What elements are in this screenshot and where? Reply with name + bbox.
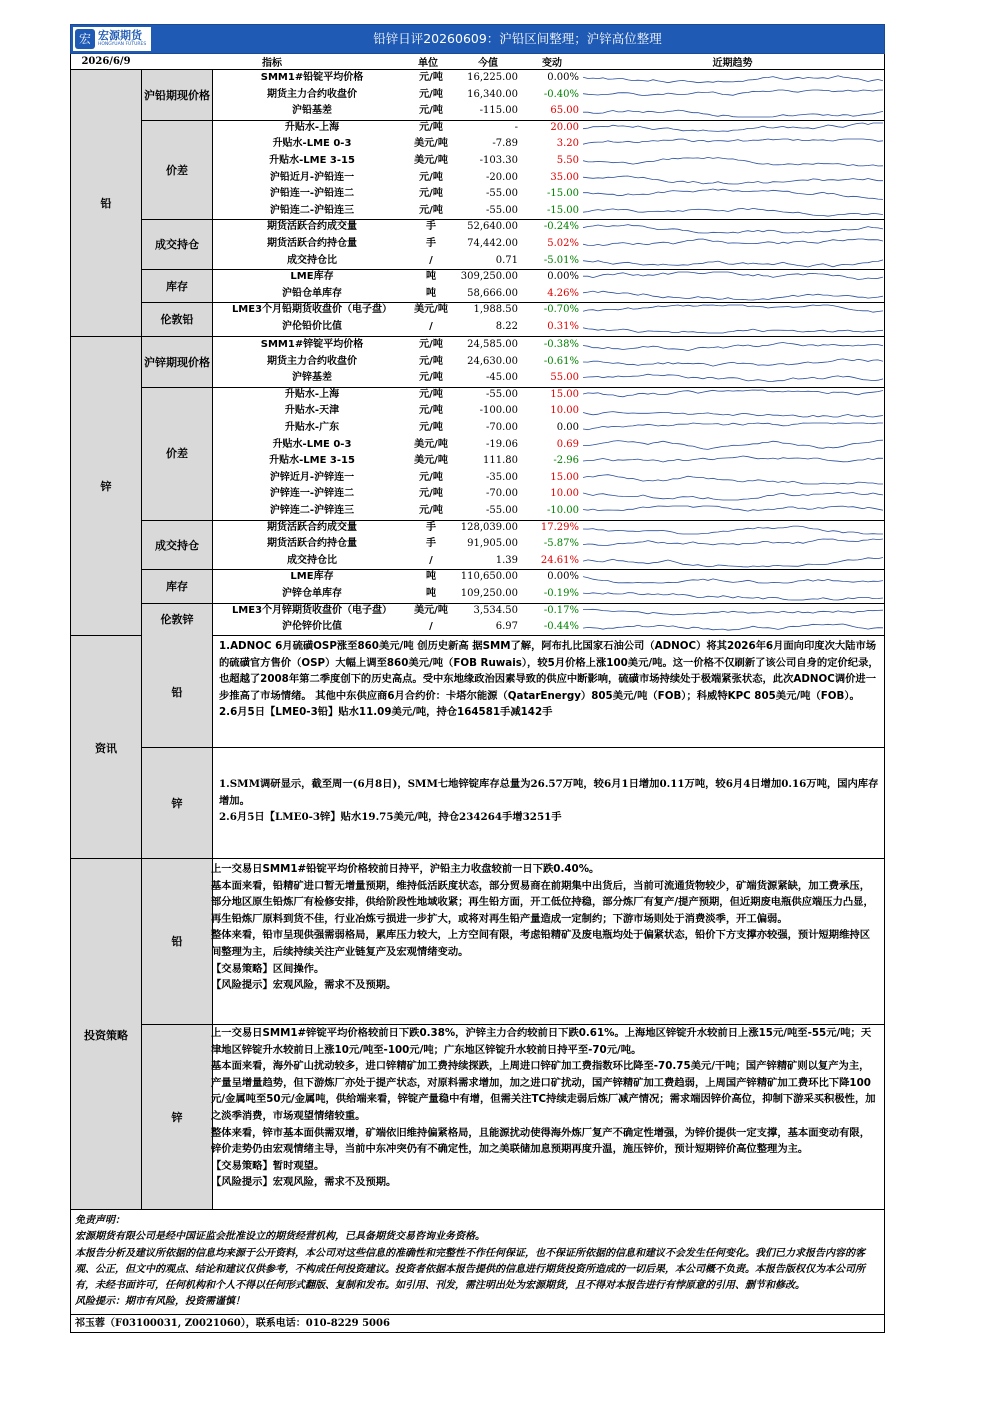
- indicator-name: 沪铅基差: [292, 105, 332, 117]
- trend-line: [583, 526, 883, 534]
- indicator-name: LME3个月铅期货收盘价（电子盘）: [231, 304, 393, 316]
- current-value: -55.00: [485, 204, 518, 216]
- trend-line: [583, 291, 883, 300]
- indicator-name: 成交持仓比: [287, 554, 337, 566]
- change-value: 0.31%: [547, 321, 579, 332]
- lead-table-row: [71, 302, 885, 319]
- indicator-name: 期货活跃合约持仓量: [267, 538, 357, 550]
- change-value: 0.00%: [547, 271, 579, 283]
- unit: 元/吨: [419, 388, 443, 400]
- trend-line: [583, 110, 883, 117]
- change-value: 15.00: [550, 388, 579, 400]
- trend-sparkline: [583, 71, 883, 86]
- lead-table-row: [71, 186, 885, 203]
- change-value: 17.29%: [540, 521, 579, 533]
- unit: 元/吨: [419, 405, 443, 417]
- indicator-name: SMM1#锌锭平均价格: [260, 339, 364, 350]
- change-value: -2.96: [553, 455, 579, 467]
- unit: 元/吨: [419, 204, 443, 216]
- news-label: 资讯: [95, 742, 117, 755]
- unit: 美元/吨: [414, 604, 448, 616]
- zinc-metal-label: 锌: [100, 480, 112, 493]
- logo-english-name: HONGYUAN FUTURES: [98, 42, 147, 47]
- lead-table-row: [71, 236, 885, 253]
- unit: 元/吨: [419, 355, 443, 367]
- zinc-group-label: 成交持仓: [155, 538, 199, 552]
- indicator-name: 升贴水-LME 0-3: [272, 138, 352, 150]
- col-unit: 单位: [418, 58, 438, 69]
- lead-table-row: [71, 319, 885, 336]
- lead-table-row: [71, 203, 885, 220]
- lead-table-row: [71, 70, 885, 87]
- trend-line: [583, 328, 883, 333]
- unit: 手: [426, 238, 436, 249]
- indicator-name: 沪铅连一-沪铅连二: [269, 188, 355, 200]
- trend-line: [583, 157, 883, 166]
- current-value: 58,666.00: [467, 287, 518, 299]
- unit: 美元/吨: [414, 304, 448, 316]
- lead-metal-label: 铅: [100, 197, 112, 210]
- lead-table-row: [71, 253, 885, 270]
- zinc-table-row: [71, 470, 885, 487]
- zinc-table-row: [71, 486, 885, 503]
- change-value: -0.19%: [543, 588, 579, 599]
- current-value: 16,340.00: [467, 88, 518, 100]
- trend-line: [583, 259, 883, 266]
- trend-sparkline: [583, 570, 883, 585]
- unit: 元/吨: [419, 88, 443, 100]
- strategy-zinc-paragraph: 上一交易日SMM1#锌锭平均价格较前日下跌0.38%，沪锌主力合约较前日下跌0.61%。上海地区锌锭升水较前日上涨15元/吨至-55元/吨；天津地区锌锭升水较前日上涨10元/吨至-100元/吨；广东地区锌锭升水较前日持平至-70元/吨。: [211, 1027, 872, 1056]
- zinc-table-row: [71, 354, 885, 371]
- trend-line: [583, 176, 883, 184]
- trend-sparkline: [583, 204, 883, 219]
- current-value: -100.00: [479, 405, 518, 417]
- indicator-name: 沪铅近月-沪铅连一: [269, 171, 355, 183]
- trend-sparkline: [583, 254, 883, 269]
- current-value: 128,039.00: [460, 521, 518, 533]
- lead-table-row: [71, 103, 885, 120]
- current-value: -45.00: [485, 372, 518, 384]
- unit: 吨: [426, 588, 436, 599]
- trend-sparkline: [583, 220, 883, 235]
- strategy-zinc-paragraph: 【风险提示】宏观风险，需求不及预期。: [211, 1176, 397, 1189]
- news-lead-item-1: 1.ADNOC 6月硫磺OSP涨至860美元/吨 创历史新高 据SMM了解，阿布扎比国家石油公司（ADNOC）将其2026年6月面向印度次大陆市场的硫磺官方售价（OSP）大幅上调至860美元/吨（FOB Ruwais），较5月价格上涨100美元/吨。这一价格不仅刷新了该公司自身的定价纪录，也超越了2008年第二季度创下的历史高点。受中东地缘政治因素导致的供应中断影响，硫磺市场持续处于极端紧张状态，此次ADNOC调价进一步推高了市场情绪。 其他中东供应商6月合约价：卡塔尔能源（QatarEnergy）805美元/吨（FOB）；科威特KPC 805美元/吨（FOB）。: [219, 640, 879, 702]
- strategy-zinc-text: [211, 1025, 877, 1191]
- indicator-name: 升贴水-广东: [284, 422, 340, 433]
- indicator-name: 沪锌近月-沪锌连一: [269, 471, 355, 483]
- trend-line: [583, 624, 883, 630]
- current-value: 0.71: [495, 254, 518, 266]
- current-value: -20.00: [485, 171, 518, 183]
- trend-line: [583, 305, 883, 312]
- trend-line: [583, 557, 883, 567]
- unit: /: [429, 321, 433, 332]
- trend-sparkline: [583, 355, 883, 370]
- current-value: -70.00: [485, 488, 518, 500]
- trend-line: [583, 506, 883, 511]
- indicator-name: 沪铅仓单库存: [282, 287, 342, 299]
- change-value: 5.50: [556, 155, 579, 166]
- trend-line: [583, 609, 883, 615]
- trend-line: [583, 189, 883, 199]
- zinc-table-row: [71, 536, 885, 553]
- change-value: 0.00%: [547, 72, 579, 83]
- disclaimer: [70, 1210, 885, 1315]
- trend-line: [583, 272, 883, 280]
- indicator-name: 升贴水-LME 3-15: [269, 155, 355, 166]
- current-value: 1,988.50: [473, 304, 518, 316]
- indicator-name: 期货活跃合约持仓量: [267, 238, 357, 249]
- current-value: 110,650.00: [460, 571, 518, 583]
- zinc-table-row: [71, 387, 885, 404]
- lead-group-label: 价差: [166, 163, 188, 177]
- trend-line: [583, 239, 883, 246]
- trend-sparkline: [583, 154, 883, 169]
- change-value: 10.00: [550, 405, 579, 417]
- col-value: 今值: [478, 58, 498, 69]
- lead-table-row: [71, 136, 885, 153]
- indicator-name: 沪锌连一-沪锌连二: [269, 488, 355, 500]
- change-value: -15.00: [546, 204, 579, 216]
- zinc-group-label: 库存: [166, 580, 188, 593]
- zinc-table-row: [71, 603, 885, 620]
- trend-sparkline: [583, 537, 883, 552]
- change-value: 4.26%: [547, 287, 579, 299]
- indicator-name: 期货活跃合约成交量: [267, 221, 357, 233]
- unit: /: [429, 554, 433, 566]
- change-value: 5.02%: [547, 238, 579, 249]
- logo-mark-icon: 宏: [75, 29, 95, 49]
- indicator-name: 期货活跃合约成交量: [267, 521, 357, 533]
- change-value: 20.00: [550, 121, 579, 133]
- indicator-name: 升贴水-天津: [284, 405, 340, 417]
- change-value: -10.00: [546, 505, 579, 516]
- current-value: -55.00: [485, 188, 518, 200]
- zinc-table-row: [71, 337, 885, 354]
- current-value: -35.00: [485, 471, 518, 483]
- indicator-name: 升贴水-LME 3-15: [269, 455, 355, 467]
- trend-line: [583, 123, 883, 131]
- strategy-lead-paragraph: 基本面来看，铅精矿进口暂无增量预期，维持低活跃度状态，部分贸易商在前期集中出货后，当前可流通货物较少，矿端货源紧缺，加工费承压，部分地区原生铅炼厂有检修安排，供给阶段性地域收紧；再生铅方面，开工低位持稳，部分炼厂有复产/提产预期，但近期废电瓶供应端压力凸显，再生铅炼厂原料到货不佳，行业冶炼亏损进一步扩大，或将对再生铅产量造成一定制约；下游市场则处于消费淡季，开工偏弱。: [211, 879, 874, 925]
- unit: 美元/吨: [414, 155, 448, 166]
- trend-sparkline: [583, 404, 883, 419]
- unit: 元/吨: [419, 422, 443, 433]
- zinc-section: [70, 337, 885, 636]
- current-value: 109,250.00: [460, 588, 518, 599]
- report-title: 铅锌日评20260609：沪铅区间整理；沪锌高位整理: [373, 31, 662, 46]
- unit: 元/吨: [419, 121, 443, 133]
- unit: 美元/吨: [414, 138, 448, 150]
- current-value: -103.30: [479, 155, 518, 166]
- change-value: -5.01%: [543, 254, 579, 266]
- lead-section: [70, 70, 885, 337]
- zinc-group-label: 价差: [166, 447, 188, 461]
- current-value: -: [514, 121, 518, 133]
- lead-table-row: [71, 219, 885, 236]
- trend-sparkline: [583, 237, 883, 252]
- strategy-lead-label: 铅: [171, 935, 183, 948]
- indicator-name: 升贴水-上海: [284, 388, 340, 400]
- change-value: -0.70%: [543, 304, 579, 316]
- unit: 元/吨: [419, 72, 443, 83]
- lead-table-row: [71, 286, 885, 303]
- strategy-zinc-label: 锌: [171, 1111, 183, 1124]
- trend-line: [583, 139, 883, 144]
- indicator-name: 沪伦锌价比值: [282, 621, 342, 633]
- indicator-name: 期货主力合约收盘价: [267, 88, 357, 100]
- disclaimer-title: 免责声明：: [75, 1215, 125, 1226]
- indicator-name: 期货主力合约收盘价: [267, 355, 357, 367]
- current-value: 52,640.00: [467, 221, 518, 233]
- change-value: 0.00: [556, 422, 579, 433]
- trend-line: [583, 225, 883, 233]
- change-value: 3.20: [556, 138, 579, 150]
- current-value: 74,442.00: [467, 238, 518, 249]
- company-logo: [73, 27, 151, 51]
- unit: 元/吨: [419, 488, 443, 500]
- disclaimer-line-3: 风险提示：期市有风险，投资需谨慎！: [75, 1296, 245, 1308]
- indicator-name: LME库存: [290, 271, 334, 283]
- trend-line: [583, 577, 883, 583]
- current-value: -19.06: [485, 438, 518, 450]
- trend-sparkline: [583, 287, 883, 302]
- lead-table-row: [71, 269, 885, 286]
- trend-sparkline: [583, 504, 883, 519]
- indicator-name: 沪锌基差: [292, 372, 332, 384]
- trend-line: [583, 374, 883, 381]
- unit: 吨: [426, 271, 436, 283]
- current-value: 6.97: [495, 621, 518, 633]
- trend-sparkline: [583, 604, 883, 619]
- disclaimer-line-2: 本报告分析及建议所依据的信息均来源于公开资料，本公司对这些信息的准确性和完整性不作任何保证，也不保证所依据的信息和建议不会发生任何变化。我们已力求报告内容的客观、公正，但文中的观点、结论和建议仅供参考，不构成任何投资建议。投资者依据本报告提供的信息进行期货投资所造成的一切后果，本公司概不负责。本报告版权仅为本公司所有，未经书面许可，任何机构和个人不得以任何形式翻版、复制和发布。如引用、刊发，需注明出处为宏源期货，且不得对本报告进行有悖原意的引用、删节和修改。: [75, 1247, 865, 1292]
- current-value: -55.00: [485, 505, 518, 516]
- zinc-table-row: [71, 403, 885, 420]
- lead-group-label: 成交持仓: [155, 238, 199, 252]
- unit: 手: [426, 221, 436, 233]
- current-value: -55.00: [485, 388, 518, 400]
- unit: 美元/吨: [414, 455, 448, 467]
- news-lead-label: 铅: [171, 686, 183, 699]
- indicator-name: 沪锌仓单库存: [282, 588, 342, 599]
- indicator-name: LME3个月锌期货收盘价（电子盘）: [231, 604, 393, 616]
- change-value: 55.00: [550, 372, 579, 384]
- current-value: 8.22: [495, 321, 518, 332]
- report-sheet: [70, 24, 885, 1333]
- strategy-label: 投资策略: [84, 1029, 128, 1042]
- unit: 美元/吨: [414, 438, 448, 450]
- lead-group-label: 伦敦铅: [160, 313, 194, 326]
- unit: 元/吨: [419, 171, 443, 183]
- contact-footer: 祁玉蓉（F03100031, Z0021060），联系电话：010-8229 5006: [70, 1315, 885, 1333]
- trend-line: [583, 76, 883, 83]
- trend-sparkline: [583, 104, 883, 119]
- change-value: 10.00: [550, 488, 579, 500]
- change-value: -0.40%: [543, 88, 579, 100]
- strategy-lead-paragraph: 【风险提示】宏观风险，需求不及预期。: [211, 979, 397, 992]
- trend-line: [583, 208, 883, 216]
- trend-line: [583, 90, 883, 96]
- trend-sparkline: [583, 187, 883, 202]
- report-date: 2026/6/9: [81, 56, 131, 67]
- trend-sparkline: [583, 320, 883, 335]
- trend-line: [583, 456, 883, 462]
- lead-group-label: 库存: [166, 279, 188, 293]
- trend-sparkline: [583, 171, 883, 186]
- zinc-group-label: 伦敦锌: [160, 613, 194, 627]
- change-value: -0.61%: [543, 355, 579, 367]
- indicator-name: 成交持仓比: [287, 254, 337, 266]
- indicator-name: 沪锌连二-沪锌连三: [269, 505, 355, 516]
- strategy-zinc-paragraph: 【交易策略】暂时观望。: [211, 1159, 325, 1172]
- trend-sparkline: [583, 438, 883, 453]
- col-trend: 近期趋势: [712, 58, 753, 69]
- current-value: 111.80: [483, 455, 518, 467]
- unit: 元/吨: [419, 188, 443, 200]
- current-value: 3,534.50: [473, 604, 518, 616]
- news-lead-item-2: 2.6月5日【LME0-3铅】贴水11.09美元/吨，持仓164581手减142手: [219, 706, 553, 719]
- col-change: 变动: [542, 58, 562, 69]
- trend-line: [583, 493, 883, 501]
- change-value: -0.38%: [543, 339, 579, 350]
- zinc-table-row: [71, 569, 885, 586]
- current-value: -7.89: [492, 138, 518, 150]
- change-value: 0.69: [556, 438, 579, 450]
- trend-sparkline: [583, 303, 883, 318]
- news-zinc-label: 锌: [171, 797, 183, 810]
- change-value: -0.44%: [543, 621, 579, 633]
- logo-name: 宏源期货: [98, 29, 142, 42]
- current-value: -70.00: [485, 422, 518, 433]
- current-value: 309,250.00: [460, 271, 518, 283]
- indicator-name: 沪铅连二-沪铅连三: [269, 204, 355, 216]
- current-value: 16,225.00: [467, 72, 518, 83]
- trend-sparkline: [583, 620, 883, 635]
- change-value: -0.24%: [543, 221, 579, 233]
- strategy-lead-paragraph: 上一交易日SMM1#铅锭平均价格较前日持平，沪铅主力收盘较前一日下跌0.40%。: [211, 863, 600, 875]
- lead-table-row: [71, 153, 885, 170]
- unit: 元/吨: [419, 105, 443, 117]
- zinc-table-row: [71, 586, 885, 603]
- trend-line: [583, 539, 883, 545]
- trend-sparkline: [583, 487, 883, 502]
- report-header: [70, 24, 885, 54]
- news-section: [70, 636, 885, 859]
- disclaimer-line-1: 宏源期货有限公司是经中国证监会批准设立的期货经营机构，已具备期货交易咨询业务资格。: [75, 1231, 485, 1243]
- indicator-name: LME库存: [290, 571, 334, 583]
- news-lead-text: [219, 638, 881, 721]
- trend-line: [583, 474, 883, 483]
- trend-line: [583, 358, 883, 365]
- change-value: 65.00: [550, 105, 579, 117]
- zinc-table-row: [71, 619, 885, 636]
- strategy-zinc-paragraph: 整体来看，锌市基本面供需双增，矿端依旧维持偏紧格局，且能源扰动使得海外炼厂复产不确定性增强，为锌价提供一定支撑，基本面变动有限，锌价走势仍由宏观情绪主导，当前中东冲突仍有不确定性，加之美联储加息预期再度升温，施压锌价，预计短期锌价高位整理为主。: [211, 1126, 870, 1156]
- trend-line: [583, 593, 883, 600]
- current-value: -115.00: [479, 105, 518, 117]
- zinc-table-row: [71, 437, 885, 454]
- trend-sparkline: [583, 554, 883, 569]
- trend-line: [583, 390, 883, 397]
- trend-sparkline: [583, 471, 883, 486]
- current-value: 24,630.00: [467, 355, 518, 367]
- zinc-table-row: [71, 420, 885, 437]
- trend-line: [583, 412, 883, 417]
- news-zinc-item-1: 1.SMM调研显示，截至周一(6月8日)，SMM七地锌锭库存总量为26.57万吨，较6月1日增加0.11万吨，较6月4日增加0.16万吨，国内库存增加。: [219, 778, 879, 807]
- lead-group-label: 沪铅期现价格: [144, 88, 210, 102]
- trend-sparkline: [583, 270, 883, 285]
- news-zinc-text: [219, 776, 881, 826]
- indicator-name: 升贴水-上海: [284, 121, 340, 133]
- unit: 吨: [426, 571, 436, 583]
- trend-sparkline: [583, 121, 883, 136]
- indicator-name: 升贴水-LME 0-3: [272, 438, 352, 450]
- change-value: -15.00: [546, 188, 579, 200]
- news-zinc-item-2: 2.6月5日【LME0-3锌】贴水19.75美元/吨，持仓234264手增3251手: [219, 811, 562, 824]
- trend-sparkline: [583, 421, 883, 436]
- change-value: 35.00: [550, 171, 579, 183]
- unit: 元/吨: [419, 505, 443, 516]
- current-value: 91,905.00: [467, 538, 518, 550]
- strategy-lead-paragraph: 整体来看，铅市呈现供强需弱格局，累库压力较大，上方空间有限，考虑铅精矿及废电瓶均处于偏紧状态，铅价下方支撑亦较强，预计短期维持区间整理为主，后续持续关注产业链复产及宏观情绪变动。: [211, 929, 870, 958]
- trend-sparkline: [583, 371, 883, 386]
- lead-table-row: [71, 87, 885, 104]
- unit: /: [429, 254, 433, 266]
- unit: 元/吨: [419, 339, 443, 350]
- trend-sparkline: [583, 521, 883, 536]
- indicator-name: 沪伦铅价比值: [282, 321, 342, 332]
- zinc-table-row: [71, 520, 885, 537]
- change-value: 15.00: [550, 471, 579, 483]
- change-value: -5.87%: [543, 538, 579, 550]
- trend-line: [583, 440, 883, 449]
- current-value: 1.39: [495, 554, 518, 566]
- unit: 元/吨: [419, 372, 443, 384]
- trend-sparkline: [583, 388, 883, 403]
- unit: 吨: [426, 287, 436, 299]
- trend-sparkline: [583, 587, 883, 602]
- current-value: 24,585.00: [467, 339, 518, 350]
- column-header-row: [70, 54, 885, 70]
- trend-sparkline: [583, 88, 883, 103]
- zinc-group-label: 沪锌期现价格: [144, 355, 210, 369]
- zinc-table-row: [71, 370, 885, 387]
- zinc-table-row: [71, 503, 885, 520]
- unit: 手: [426, 521, 436, 533]
- trend-sparkline: [583, 137, 883, 152]
- change-value: -0.17%: [543, 604, 579, 616]
- indicator-name: SMM1#铅锭平均价格: [260, 72, 364, 83]
- unit: /: [429, 621, 433, 633]
- zinc-table-row: [71, 553, 885, 570]
- change-value: 0.00%: [547, 571, 579, 583]
- change-value: 24.61%: [540, 554, 579, 566]
- strategy-section: [70, 859, 885, 1210]
- trend-sparkline: [583, 454, 883, 469]
- trend-sparkline: [583, 338, 883, 353]
- col-indicator: 指标: [262, 58, 282, 69]
- trend-line: [583, 343, 883, 351]
- zinc-table-row: [71, 453, 885, 470]
- trend-line: [583, 423, 883, 430]
- strategy-zinc-paragraph: 基本面来看，海外矿山扰动较多，进口锌精矿加工费持续探跌，上周进口锌矿加工费指数环比降至-70.75美元/干吨；国产锌精矿则以复产为主，产量呈增量趋势，但下游炼厂亦处于提产状态，对原料需求增加，加之进口矿扰动，国产锌精矿加工费趋弱，上周国产锌精矿加工费环比下降100元/金属吨至50元/金属吨，供给端来看，锌锭产量稳中有增，但需关注TC持续走弱后炼厂减产情况；需求端因锌价高位，抑制下游采买积极性，加之淡季消费，市场观望情绪较重。: [211, 1060, 876, 1122]
- unit: 元/吨: [419, 471, 443, 483]
- strategy-lead-text: [211, 861, 877, 994]
- strategy-lead-paragraph: 【交易策略】区间操作。: [211, 962, 325, 975]
- lead-table-row: [71, 120, 885, 137]
- lead-table-row: [71, 170, 885, 187]
- unit: 手: [426, 538, 436, 550]
